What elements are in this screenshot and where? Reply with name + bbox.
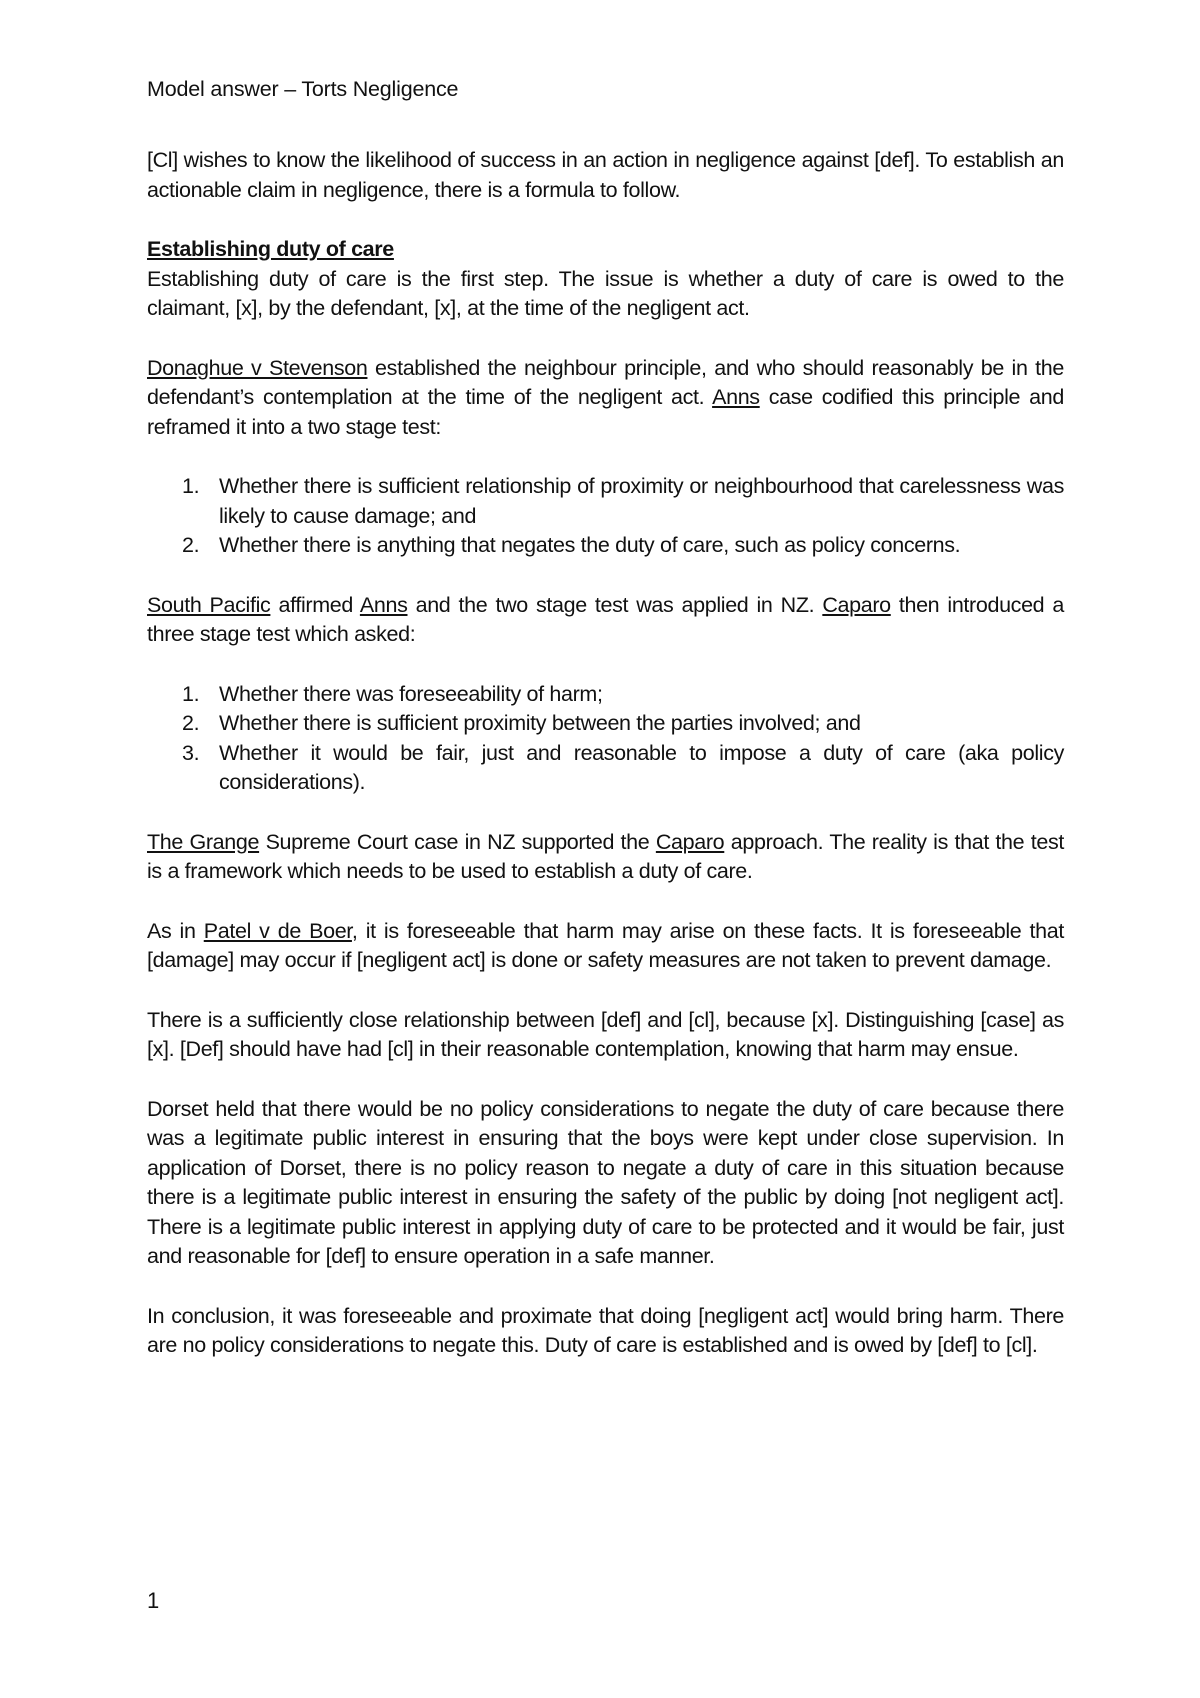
paragraph-text: affirmed — [270, 592, 360, 617]
paragraph-conclusion: In conclusion, it was foreseeable and proximate that doing [negligent act] would bring harm. There are no policy considerations to negate this. Duty of care is established and is owed by [def] to [cl]. — [147, 1303, 1064, 1357]
list-text: Whether there is sufficient proximity between the parties involved; and — [219, 711, 861, 735]
case-name: Patel v de Boer — [203, 918, 352, 943]
paragraph-text: , it is foreseeable that harm may arise on these facts. It is foreseeable that [damage] may occur if [negligent act] is done or safety measures are not taken to prevent damage. — [147, 918, 1064, 972]
paragraph-foreseeability — [147, 917, 1064, 976]
paragraph-text: then introduced a three stage test which asked: — [147, 592, 1064, 646]
list-item — [147, 472, 1064, 531]
case-name: Caparo — [655, 829, 725, 854]
case-name: Donaghue v Stevenson — [147, 355, 368, 380]
case-name: The Grange — [147, 829, 260, 854]
list-item — [147, 680, 1064, 710]
list-number: 3. — [182, 740, 200, 765]
intro-paragraph: [Cl] wishes to know the likelihood of success in an action in negligence against [def]. To establish an actionable claim in negligence, there is a formula to follow. — [147, 148, 1064, 202]
case-name: Anns — [712, 385, 760, 409]
section-heading: Establishing duty of care — [147, 237, 394, 261]
document-title: Model answer – Torts Negligence — [147, 77, 459, 101]
list-item — [147, 709, 1064, 739]
list-item — [147, 739, 1064, 798]
paragraph-text: Supreme Court case in NZ supported the — [259, 829, 656, 854]
case-name: Caparo — [822, 592, 891, 617]
page-number: 1 — [147, 1588, 160, 1613]
list-number: 1. — [182, 474, 200, 498]
paragraph-text: approach. The reality is that the test is a framework which needs to be used to establish a duty of care. — [147, 829, 1064, 883]
paragraph-proximity: There is a sufficiently close relationship between [def] and [cl], because [x]. Distinguishing [case] as [x]. [Def] should have had [cl] in their reasonable contemplation, knowing that harm may ensue. — [147, 1007, 1064, 1061]
paragraph-text: As in — [147, 918, 204, 943]
paragraph-text: established the neighbour principle, and who should reasonably be in the defendant’s contemplation at the time of the negligent act. — [147, 355, 1064, 409]
case-name: Anns — [359, 592, 408, 617]
document-body — [147, 146, 1064, 1391]
paragraph-text: case codified this principle and reframed it into a two stage test: — [147, 385, 1064, 439]
paragraph-south-pacific — [147, 591, 1064, 650]
paragraph-policy: Dorset held that there would be no policy considerations to negate the duty of care because there was a legitimate public interest in ensuring that the boys were kept under close supervision. In application of Dorset, there is no policy reason to negate a duty of care in this situation because there is a legitimate public interest in ensuring the safety of the public by doing [not negligent act]. There is a legitimate public interest in applying duty of care to be protected and it would be fair, just and reasonable for [def] to ensure operation in a safe manner. — [147, 1096, 1064, 1268]
three-stage-test-list — [147, 680, 1064, 798]
list-text: Whether there is sufficient relationship of proximity or neighbourhood that carelessness was likely to cause damage; and — [219, 474, 1064, 528]
list-text: Whether there was foreseeability of harm; — [219, 681, 603, 706]
list-text: Whether it would be fair, just and reasonable to impose a duty of care (aka policy considerations). — [219, 740, 1064, 794]
paragraph-text: and the two stage test was applied in NZ. — [407, 592, 823, 617]
list-number: 2. — [182, 711, 200, 735]
list-text: Whether there is anything that negates the duty of care, such as policy concerns. — [219, 533, 961, 557]
list-number: 2. — [182, 533, 200, 557]
paragraph-the-grange — [147, 828, 1064, 887]
paragraph-neighbour-principle — [147, 354, 1064, 443]
case-name: South Pacific — [147, 592, 271, 617]
list-item — [147, 531, 1064, 561]
list-number: 1. — [182, 681, 200, 706]
paragraph-duty-first-step: Establishing duty of care is the first step. The issue is whether a duty of care is owed to the claimant, [x], by the defendant, [x], at the time of the negligent act. — [147, 266, 1064, 320]
two-stage-test-list — [147, 472, 1064, 561]
